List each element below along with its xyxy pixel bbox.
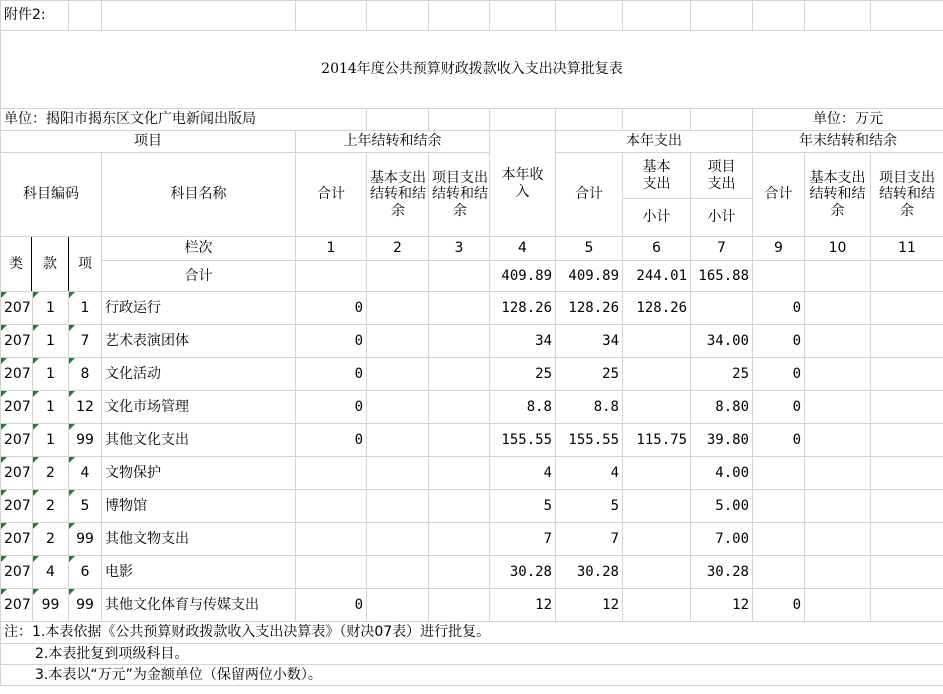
cell-xiang[interactable]: 8 [69, 358, 102, 391]
cell-value[interactable]: 115.75 [623, 424, 691, 457]
cell-value[interactable] [623, 589, 691, 622]
header-start-basic-text: 基本支出结转和结余 [370, 170, 426, 219]
cell-value[interactable]: 128.26 [556, 292, 623, 325]
table-row [1, 490, 943, 523]
cell-value[interactable] [871, 358, 943, 391]
cell-value[interactable] [805, 556, 871, 589]
cell-value[interactable]: 25 [556, 358, 623, 391]
cell-xiang[interactable]: 4 [69, 457, 102, 490]
cell-kuan[interactable]: 4 [33, 556, 69, 589]
cell-value[interactable] [623, 457, 691, 490]
cell-lei[interactable]: 207 [1, 523, 33, 556]
cell-value[interactable] [429, 292, 490, 325]
cell-value[interactable]: 30.28 [691, 556, 753, 589]
cell-value[interactable]: 8.80 [691, 391, 753, 424]
header-end-basic[interactable] [805, 153, 871, 237]
cell-subject-name[interactable]: 行政运行 [102, 292, 296, 325]
cell-subject-name[interactable]: 其他文物支出 [102, 523, 296, 556]
cell-value[interactable] [871, 556, 943, 589]
attachment-label[interactable]: 附件2: [1, 1, 69, 31]
cell-value[interactable]: 0 [296, 358, 367, 391]
header-kuan: 款 [32, 237, 69, 291]
sum-cell[interactable]: 244.01 [623, 261, 691, 292]
header-item[interactable]: 项目 [1, 131, 296, 153]
cell-value[interactable] [753, 556, 805, 589]
cell-value[interactable] [296, 490, 367, 523]
cell-value[interactable] [623, 391, 691, 424]
cell-subject-name[interactable]: 文化活动 [102, 358, 296, 391]
table-row [1, 523, 943, 556]
cell-value[interactable] [871, 391, 943, 424]
cell-value[interactable]: 8.8 [490, 391, 556, 424]
cell-value[interactable]: 5 [556, 490, 623, 523]
sum-row-label[interactable]: 合计 [102, 261, 296, 292]
cell-xiang[interactable]: 1 [69, 292, 102, 325]
cell-value[interactable] [429, 391, 490, 424]
cell-value[interactable] [871, 325, 943, 358]
cell-value[interactable]: 5 [490, 490, 556, 523]
cell-value[interactable] [805, 523, 871, 556]
col-seq-3[interactable]: 3 [429, 237, 490, 261]
cell-value[interactable]: 0 [296, 325, 367, 358]
table-row [1, 325, 943, 358]
cell-value[interactable] [367, 457, 429, 490]
cell-value[interactable] [296, 457, 367, 490]
sum-cell[interactable] [805, 261, 871, 292]
cell-lei[interactable]: 207 [1, 457, 33, 490]
table-row [1, 589, 943, 622]
table-row [1, 556, 943, 589]
cell-subject-name[interactable]: 艺术表演团体 [102, 325, 296, 358]
cell-value[interactable] [691, 292, 753, 325]
sum-cell[interactable]: 165.88 [691, 261, 753, 292]
cell-lei[interactable]: 207 [1, 358, 33, 391]
cell-value[interactable] [429, 589, 490, 622]
cell-value[interactable] [429, 457, 490, 490]
header-carry-over-end[interactable]: 年末结转和结余 [753, 131, 943, 153]
header-start-total[interactable]: 合计 [296, 153, 367, 237]
header-start-project-text: 项目支出结转和结余 [432, 170, 488, 219]
cell-value[interactable] [805, 424, 871, 457]
cell-kuan[interactable]: 1 [33, 292, 69, 325]
cell-lei[interactable]: 207 [1, 424, 33, 457]
cell-value[interactable] [296, 556, 367, 589]
cell-value[interactable] [753, 457, 805, 490]
cell-kuan[interactable]: 1 [33, 325, 69, 358]
cell-xiang[interactable]: 7 [69, 325, 102, 358]
cell-value[interactable]: 34 [556, 325, 623, 358]
cell-value[interactable] [429, 556, 490, 589]
cell-value[interactable]: 7 [556, 523, 623, 556]
header-lei-kuan-xiang[interactable] [1, 237, 102, 292]
cell-lei[interactable]: 207 [1, 490, 33, 523]
cell-value[interactable]: 0 [753, 391, 805, 424]
cell-value[interactable] [805, 292, 871, 325]
cell-value[interactable] [429, 358, 490, 391]
cell-value[interactable] [805, 457, 871, 490]
table-row [1, 391, 943, 424]
col-seq-4[interactable]: 4 [490, 237, 556, 261]
sum-cell[interactable] [296, 261, 367, 292]
cell-value[interactable] [367, 391, 429, 424]
sum-cell[interactable] [429, 261, 490, 292]
header-start-basic[interactable] [367, 153, 429, 237]
cell-lei[interactable]: 207 [1, 325, 33, 358]
col-seq-1[interactable]: 1 [296, 237, 367, 261]
cell-value[interactable] [367, 556, 429, 589]
col-seq-6[interactable]: 6 [623, 237, 691, 261]
cell-value[interactable] [871, 523, 943, 556]
cell-xiang[interactable]: 5 [69, 490, 102, 523]
cell-kuan[interactable]: 1 [33, 358, 69, 391]
cell-value[interactable]: 12 [556, 589, 623, 622]
page-title[interactable]: 2014年度公共预算财政拨款收入支出决算批复表 [1, 31, 943, 109]
cell-value[interactable]: 0 [753, 325, 805, 358]
sum-cell[interactable]: 409.89 [556, 261, 623, 292]
cell-subject-name[interactable]: 文化市场管理 [102, 391, 296, 424]
header-xiang: 项 [78, 255, 92, 272]
data-rows [1, 292, 943, 622]
header-subject-code[interactable]: 科目编码 [1, 153, 102, 237]
col-seq-2[interactable]: 2 [367, 237, 429, 261]
cell-value[interactable] [367, 358, 429, 391]
cell-subject-name[interactable]: 其他文化体育与传媒支出 [102, 589, 296, 622]
header-subject-name[interactable]: 科目名称 [102, 153, 296, 237]
cell-value[interactable] [429, 490, 490, 523]
header-lei: 类 [1, 237, 32, 291]
cell-value[interactable]: 0 [296, 292, 367, 325]
cell-value[interactable] [367, 424, 429, 457]
header-current-income-text: 本年收入 [501, 167, 544, 200]
cell-kuan[interactable]: 99 [33, 589, 69, 622]
cell-value[interactable]: 8.8 [556, 391, 623, 424]
cell-xiang[interactable]: 99 [69, 589, 102, 622]
header-expense-basic[interactable] [623, 153, 691, 199]
cell-value[interactable] [753, 490, 805, 523]
cell-value[interactable] [296, 523, 367, 556]
cell-xiang[interactable]: 12 [69, 391, 102, 424]
col-seq-7[interactable]: 7 [691, 237, 753, 261]
cell-lei[interactable]: 207 [1, 292, 33, 325]
cell-value[interactable]: 25 [691, 358, 753, 391]
cell-value[interactable] [753, 523, 805, 556]
cell-subject-name[interactable]: 文物保护 [102, 457, 296, 490]
cell-value[interactable]: 7 [490, 523, 556, 556]
cell-value[interactable] [367, 589, 429, 622]
cell-value[interactable]: 12 [490, 589, 556, 622]
sum-cell[interactable] [753, 261, 805, 292]
cell-value[interactable]: 4 [490, 457, 556, 490]
cell-value[interactable]: 25 [490, 358, 556, 391]
header-end-total[interactable]: 合计 [753, 153, 805, 237]
col-seq-label[interactable]: 栏次 [102, 237, 296, 261]
cell-value[interactable]: 128.26 [490, 292, 556, 325]
col-seq-11[interactable]: 11 [871, 237, 943, 261]
cell-value[interactable]: 4.00 [691, 457, 753, 490]
header-project-subtotal[interactable]: 小计 [691, 199, 753, 237]
cell-value[interactable] [367, 523, 429, 556]
cell-value[interactable]: 0 [753, 424, 805, 457]
header-current-expense[interactable]: 本年支出 [556, 131, 753, 153]
cell-value[interactable] [367, 490, 429, 523]
cell-value[interactable]: 34 [490, 325, 556, 358]
cell-value[interactable]: 0 [753, 589, 805, 622]
cell-value[interactable]: 12 [691, 589, 753, 622]
sum-cell[interactable] [367, 261, 429, 292]
cell-value[interactable]: 0 [753, 292, 805, 325]
cell-value[interactable] [805, 325, 871, 358]
cell-xiang[interactable]: 6 [69, 556, 102, 589]
cell-kuan[interactable]: 1 [33, 424, 69, 457]
header-start-project[interactable] [429, 153, 490, 237]
cell-kuan[interactable]: 1 [33, 391, 69, 424]
header-current-income[interactable] [490, 131, 556, 237]
note-3[interactable]: 3.本表以“万元”为金额单位（保留两位小数）。 [1, 665, 943, 686]
cell-value[interactable] [871, 589, 943, 622]
cell-xiang[interactable]: 99 [69, 523, 102, 556]
cell-value[interactable] [805, 391, 871, 424]
sum-cell[interactable]: 409.89 [490, 261, 556, 292]
cell-value[interactable] [367, 292, 429, 325]
cell-subject-name[interactable]: 博物馆 [102, 490, 296, 523]
header-end-project[interactable] [871, 153, 943, 237]
table-row [1, 424, 943, 457]
col-seq-9[interactable]: 9 [753, 237, 805, 261]
cell-subject-name[interactable]: 电影 [102, 556, 296, 589]
header-end-basic-text: 基本支出结转和结余 [809, 170, 866, 219]
header-expense-total[interactable]: 合计 [556, 153, 623, 237]
cell-value[interactable]: 4 [556, 457, 623, 490]
cell-value[interactable]: 0 [296, 589, 367, 622]
cell-lei[interactable]: 207 [1, 391, 33, 424]
cell-value[interactable]: 39.80 [691, 424, 753, 457]
cell-value[interactable] [871, 424, 943, 457]
cell-kuan[interactable]: 2 [33, 490, 69, 523]
cell-value[interactable] [871, 292, 943, 325]
cell-value[interactable]: 155.55 [490, 424, 556, 457]
note-2[interactable]: 2.本表批复到项级科目。 [1, 644, 943, 665]
header-expense-basic-text: 基本支出 [642, 159, 671, 192]
cell-value[interactable]: 0 [296, 424, 367, 457]
cell-kuan[interactable]: 2 [33, 457, 69, 490]
cell-value[interactable] [367, 325, 429, 358]
sum-cell[interactable] [871, 261, 943, 292]
cell-kuan[interactable]: 2 [33, 523, 69, 556]
cell-value[interactable] [623, 358, 691, 391]
cell-value[interactable] [429, 325, 490, 358]
cell-value[interactable] [871, 490, 943, 523]
col-seq-10[interactable]: 10 [805, 237, 871, 261]
cell-value[interactable] [805, 589, 871, 622]
cell-value[interactable] [623, 556, 691, 589]
cell-value[interactable]: 0 [296, 391, 367, 424]
table-row [1, 292, 943, 325]
cell-lei[interactable]: 207 [1, 556, 33, 589]
cell-xiang[interactable]: 99 [69, 424, 102, 457]
header-expense-project[interactable] [691, 153, 753, 199]
unit-org-label[interactable]: 单位：揭阳市揭东区文化广电新闻出版局 [1, 109, 367, 131]
cell-value[interactable] [623, 325, 691, 358]
cell-value[interactable]: 30.28 [556, 556, 623, 589]
header-end-project-text: 项目支出结转和结余 [879, 170, 935, 219]
cell-subject-name[interactable]: 其他文化支出 [102, 424, 296, 457]
note-1[interactable]: 注：1.本表依据《公共预算财政拨款收入支出决算表》（财决07表）进行批复。 [1, 622, 943, 644]
table-row [1, 358, 943, 391]
header-carry-over-start[interactable]: 上年结转和结余 [296, 131, 490, 153]
cell-value[interactable] [429, 523, 490, 556]
header-expense-project-text: 项目支出 [707, 159, 736, 192]
cell-value[interactable] [871, 457, 943, 490]
unit-currency-label[interactable]: 单位：万元 [753, 109, 943, 131]
cell-value[interactable]: 155.55 [556, 424, 623, 457]
cell-value[interactable] [429, 424, 490, 457]
cell-value[interactable] [805, 358, 871, 391]
cell-value[interactable]: 128.26 [623, 292, 691, 325]
cell-value[interactable] [805, 490, 871, 523]
cell-value[interactable]: 30.28 [490, 556, 556, 589]
header-basic-subtotal[interactable]: 小计 [623, 199, 691, 237]
cell-value[interactable]: 0 [753, 358, 805, 391]
cell-value[interactable]: 7.00 [691, 523, 753, 556]
cell-value[interactable]: 34.00 [691, 325, 753, 358]
col-seq-5[interactable]: 5 [556, 237, 623, 261]
cell-value[interactable] [623, 523, 691, 556]
table-row [1, 457, 943, 490]
cell-value[interactable] [623, 490, 691, 523]
cell-lei[interactable]: 207 [1, 589, 33, 622]
cell-value[interactable]: 5.00 [691, 490, 753, 523]
